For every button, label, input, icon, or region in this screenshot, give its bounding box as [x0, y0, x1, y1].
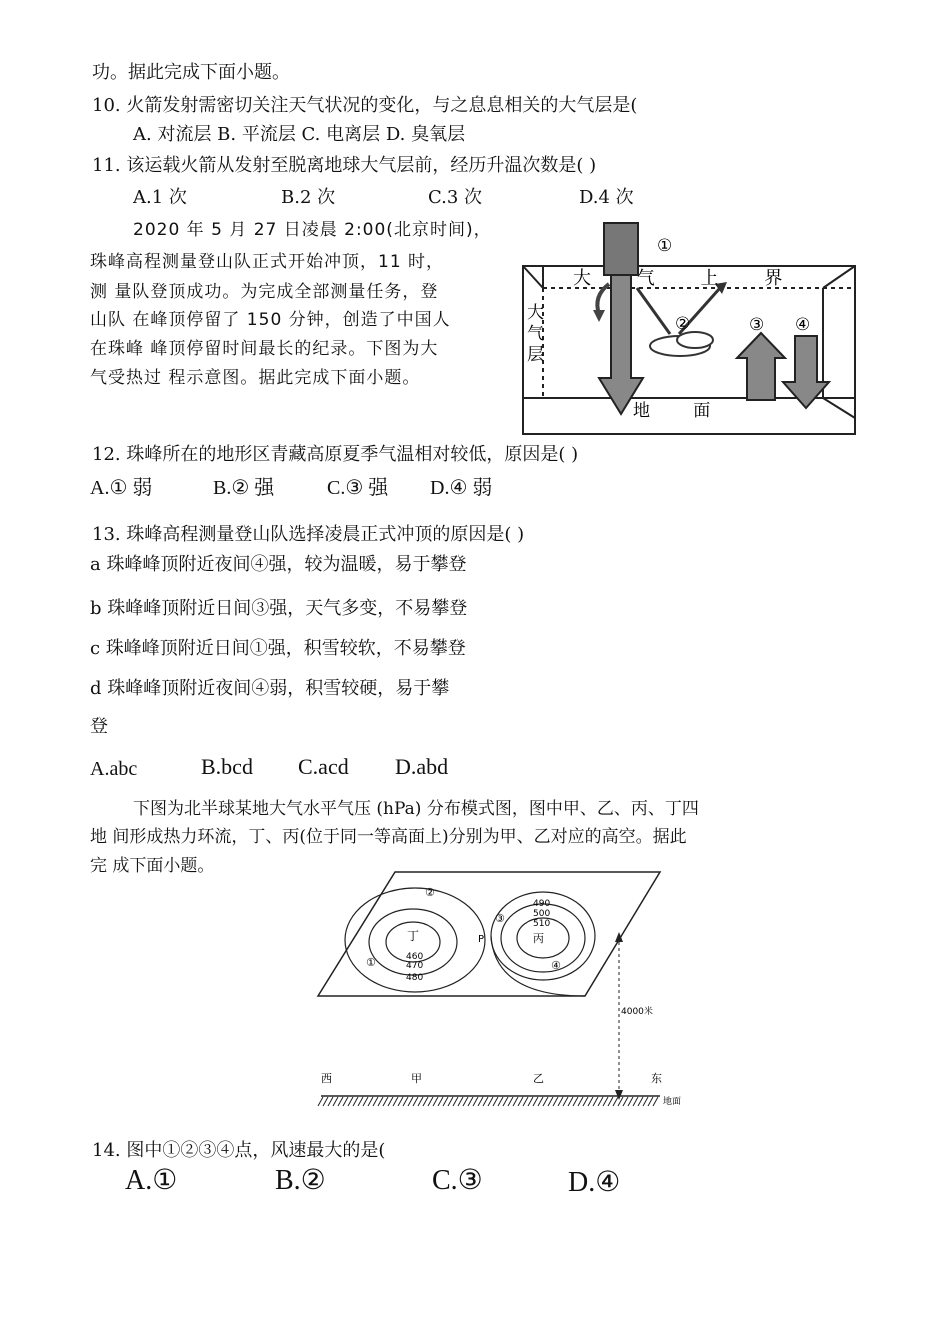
ground-label: 地 面 — [633, 401, 711, 421]
passage2-line6: 气受热过 程示意图。据此完成下面小题。 — [90, 368, 421, 388]
passage2-line1: 2020 年 5 月 27 日凌晨 2:00(北京时间)， — [133, 220, 492, 240]
marker-2: ② — [675, 314, 691, 334]
q12-option-d: D.④ 弱 — [430, 477, 493, 499]
point-1: ① — [366, 956, 376, 969]
ground-radiation-arrow — [737, 333, 785, 400]
q11-option-b: B.2 次 — [281, 187, 336, 208]
marker-4: ④ — [795, 315, 811, 335]
q14-option-d: D.④ — [568, 1167, 621, 1198]
q11-option-a: A.1 次 — [133, 187, 187, 208]
passage3-line1: 下图为北半球某地大气水平气压 (hPa) 分布模式图，图中甲、乙、丙、丁四 — [133, 799, 699, 819]
atmosphere-label-1: 大 — [527, 303, 544, 323]
reflected-incoming — [637, 288, 670, 334]
jia-label: 甲 — [411, 1072, 422, 1085]
q14-option-a: A.① — [125, 1165, 178, 1196]
ground-hatch — [318, 1097, 658, 1106]
q13-option-b: B.bcd — [201, 754, 253, 779]
yi-label: 乙 — [533, 1072, 544, 1085]
isobaric-plane — [318, 872, 660, 996]
marker-1: ① — [657, 236, 673, 256]
q13-item-c: c 珠峰峰顶附近日间①强，积雪较软，不易攀登 — [90, 638, 466, 659]
point-4: ④ — [551, 959, 561, 972]
q13-item-d-continued: 登 — [90, 716, 108, 737]
iso-490-label: 490 — [533, 899, 551, 909]
iso-480-label: 480 — [406, 973, 424, 983]
q13-item-d: d 珠峰峰顶附近夜间④弱，积雪较硬，易于攀 — [90, 678, 450, 699]
q14-stem: 14. 图中①②③④点，风速最大的是( — [92, 1140, 386, 1161]
q13-item-b: b 珠峰峰顶附近日间③强，天气多变，不易攀登 — [90, 598, 468, 619]
ding-label: 丁 — [407, 929, 420, 943]
q14-option-b: B.② — [275, 1165, 326, 1196]
iso-500-label: 500 — [533, 909, 551, 919]
q11-stem: 11. 该运载火箭从发射至脱离地球大气层前，经历升温次数是( ) — [92, 155, 597, 176]
p-label: P — [478, 934, 485, 945]
atmosphere-heating-diagram — [515, 218, 860, 440]
q12-stem: 12. 珠峰所在的地形区青藏高原夏季气温相对较低，原因是( ) — [92, 444, 579, 465]
q10-stem: 10. 火箭发射需密切关注天气状况的变化，与之息息相关的大气层是( — [92, 95, 638, 116]
intro-tail: 功。据此完成下面小题。 — [92, 62, 290, 83]
passage2-line5: 在珠峰 峰顶停留时间最长的纪录。下图为大 — [90, 339, 439, 359]
q13-option-c: C.acd — [298, 754, 349, 779]
east-label: 东 — [651, 1072, 662, 1085]
marker-3: ③ — [749, 315, 765, 335]
q13-item-a: a 珠峰峰顶附近夜间④强，较为温暖，易于攀登 — [90, 554, 467, 575]
upper-atmosphere-label: 大 气 上 界 — [573, 268, 783, 289]
iso-470-label: 470 — [406, 961, 424, 971]
atmosphere-label-3: 层 — [527, 345, 544, 365]
passage2-line2: 珠峰高程测量登山队正式开始冲顶，11 时， — [90, 252, 445, 272]
q14-option-c: C.③ — [432, 1165, 483, 1196]
atmosphere-label-2: 气 — [527, 324, 544, 344]
q11-option-d: D.4 次 — [579, 187, 634, 208]
iso-460-label: 460 — [406, 952, 424, 962]
q13-option-a: A.abc — [90, 758, 138, 780]
west-label: 西 — [321, 1072, 332, 1085]
passage2-line3: 测 量队登顶成功。为完成全部测量任务，登 — [90, 282, 439, 302]
isobar-diagram — [315, 868, 690, 1113]
point-2: ② — [425, 886, 435, 899]
q12-option-c: C.③ 强 — [327, 477, 389, 499]
passage2-line4: 山队 在峰顶停留了 150 分钟，创造了中国人 — [90, 310, 451, 330]
bing-label: 丙 — [533, 932, 544, 945]
q11-option-c: C.3 次 — [428, 187, 483, 208]
q12-option-a: A.① 弱 — [90, 477, 153, 499]
ground-label: 地面 — [663, 1097, 682, 1107]
iso-510-label: 510 — [533, 919, 551, 929]
point-3: ③ — [495, 912, 505, 925]
q13-stem: 13. 珠峰高程测量登山队选择凌晨正式冲顶的原因是( ) — [92, 524, 525, 545]
q10-options: A. 对流层 B. 平流层 C. 电离层 D. 臭氧层 — [133, 124, 466, 145]
q12-option-b: B.② 强 — [213, 477, 275, 499]
passage3-line2: 地 间形成热力环流，丁、丙(位于同一等高面上)分别为甲、乙对应的高空。据此 — [90, 827, 687, 847]
q13-option-d: D.abd — [395, 754, 449, 779]
solar-radiation-arrow — [599, 275, 643, 414]
passage3-line3: 完 成下面小题。 — [90, 856, 215, 876]
height-label: 4000米 — [621, 1007, 653, 1017]
